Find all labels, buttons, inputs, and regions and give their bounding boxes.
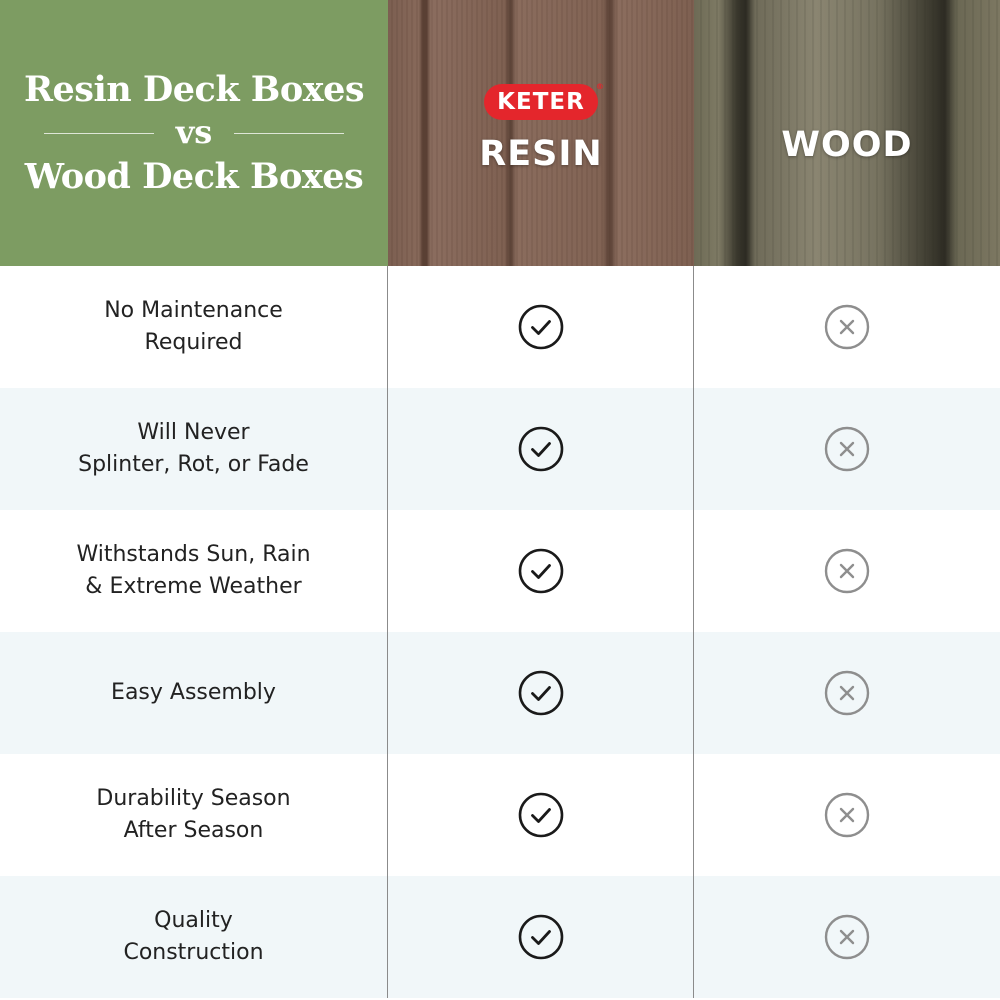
vs-label: vs — [175, 113, 213, 152]
wood-mark-cell — [694, 632, 1000, 754]
feature-cell — [0, 510, 388, 632]
feature-cell — [0, 388, 388, 510]
resin-column-header — [388, 0, 694, 266]
check-icon — [517, 669, 565, 717]
resin-mark-cell — [388, 876, 694, 998]
cross-icon — [823, 913, 871, 961]
wood-mark-cell — [694, 876, 1000, 998]
cross-icon — [823, 303, 871, 351]
check-icon — [517, 913, 565, 961]
table-row — [0, 754, 1000, 876]
resin-mark-cell — [388, 266, 694, 388]
feature-cell — [0, 876, 388, 998]
cross-icon — [823, 425, 871, 473]
feature-label: Will Never Splinter, Rot, or Fade — [78, 420, 309, 477]
cross-icon — [823, 791, 871, 839]
vs-divider — [44, 115, 344, 150]
feature-label: Quality Construction — [123, 908, 264, 965]
check-icon — [517, 547, 565, 595]
feature-cell — [0, 754, 388, 876]
feature-label: Durability Season After Season — [96, 786, 291, 843]
resin-mark-cell — [388, 510, 694, 632]
cross-icon — [823, 547, 871, 595]
resin-mark-cell — [388, 388, 694, 510]
wood-mark-cell — [694, 266, 1000, 388]
keter-logo — [484, 82, 605, 120]
table-row — [0, 876, 1000, 998]
wood-column-label: WOOD — [781, 125, 913, 165]
vs-rule-right — [234, 133, 344, 134]
keter-trademark: ® — [595, 82, 605, 91]
check-icon — [517, 791, 565, 839]
title-block — [0, 0, 388, 266]
feature-label: Easy Assembly — [111, 680, 276, 705]
wood-mark-cell — [694, 388, 1000, 510]
check-icon — [517, 425, 565, 473]
table-row — [0, 388, 1000, 510]
feature-cell — [0, 632, 388, 754]
resin-column-label: RESIN — [479, 134, 603, 174]
table-row — [0, 510, 1000, 632]
feature-label: No Maintenance Required — [104, 298, 283, 355]
resin-mark-cell — [388, 754, 694, 876]
cross-icon — [823, 669, 871, 717]
keter-logo-text: KETER — [497, 89, 585, 115]
feature-label: Withstands Sun, Rain & Extreme Weather — [76, 542, 311, 599]
wood-mark-cell — [694, 754, 1000, 876]
table-row — [0, 632, 1000, 754]
title-line-resin: Resin Deck Boxes — [23, 68, 365, 110]
resin-mark-cell — [388, 632, 694, 754]
table-row — [0, 266, 1000, 388]
vs-rule-left — [44, 133, 154, 134]
wood-column-header — [694, 0, 1000, 266]
comparison-rows — [0, 266, 1000, 998]
wood-mark-cell — [694, 510, 1000, 632]
feature-cell — [0, 266, 388, 388]
check-icon — [517, 303, 565, 351]
title-line-wood: Wood Deck Boxes — [24, 155, 364, 197]
comparison-header — [0, 0, 1000, 266]
